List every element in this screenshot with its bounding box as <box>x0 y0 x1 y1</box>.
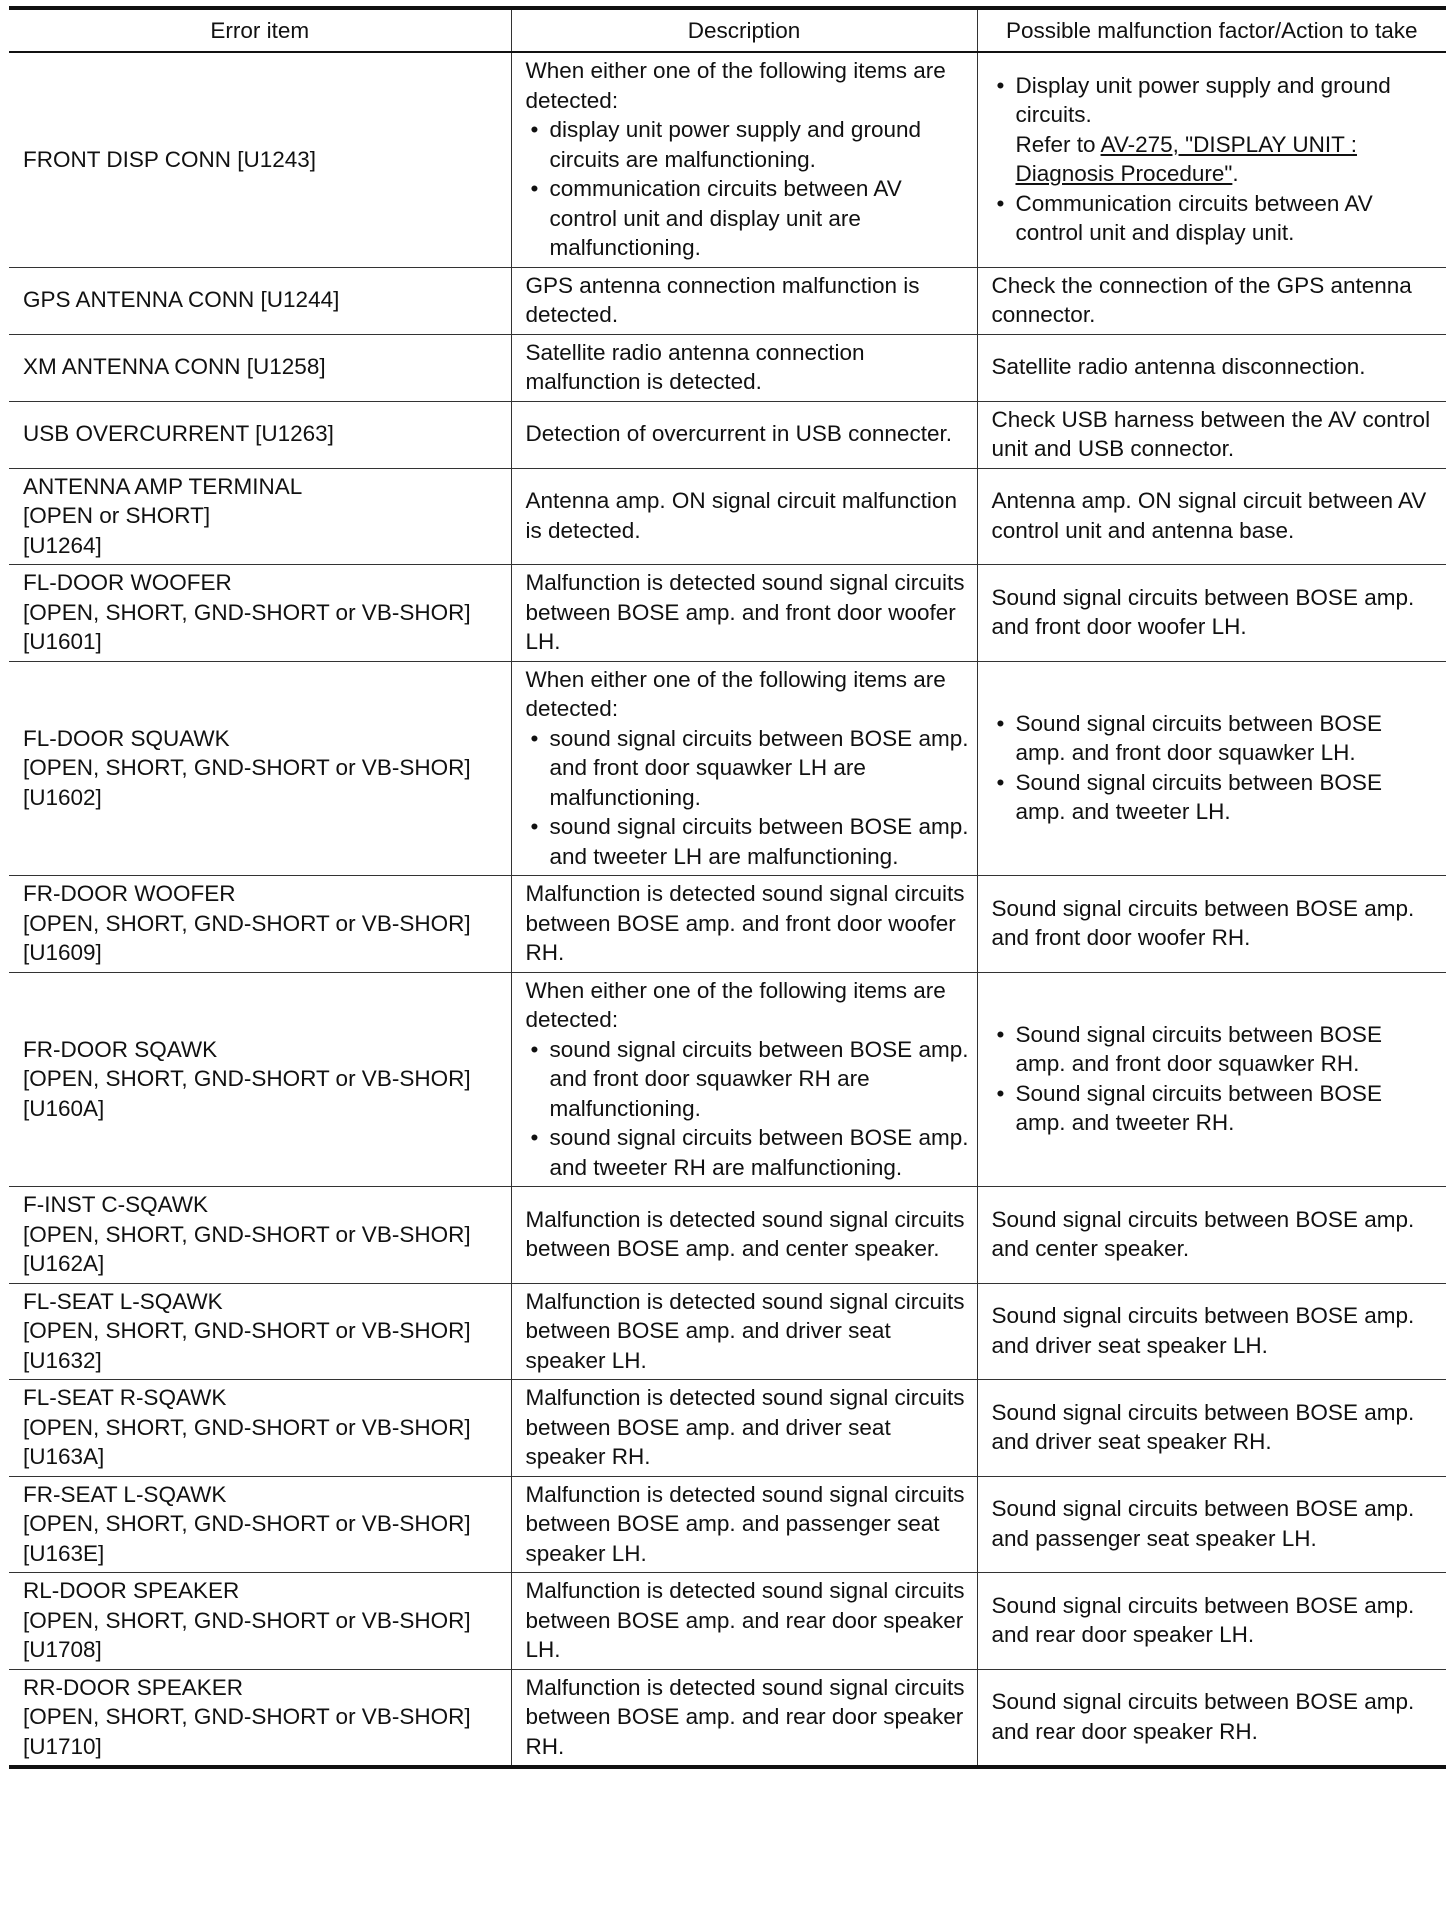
action-cell <box>977 1283 1446 1380</box>
description-cell <box>511 972 977 1187</box>
error-item-line: [U1609] <box>23 940 102 965</box>
description-cell <box>511 1187 977 1284</box>
description-text: Malfunction is detected sound signal circuits between BOSE amp. and front door woofer RH. <box>525 881 965 965</box>
reference-prefix: Refer to <box>1015 131 1101 157</box>
description-text: Satellite radio antenna connection malfunction is detected. <box>525 339 865 394</box>
description-bullet: • sound signal circuits between BOSE amp. and tweeter LH are malfunctioning. <box>526 812 969 871</box>
error-item-line: FL-SEAT L-SQAWK <box>23 1288 223 1314</box>
error-item-cell <box>9 52 511 267</box>
action-text: Sound signal circuits between BOSE amp. and front door woofer RH. <box>991 895 1415 951</box>
description-cell <box>511 1380 977 1477</box>
action-cell <box>977 52 1446 267</box>
error-item-line: RR-DOOR SPEAKER <box>23 1674 244 1700</box>
action-cell <box>977 661 1446 876</box>
action-bullet <box>992 1079 1439 1138</box>
error-item-line: [OPEN or SHORT] <box>23 503 211 528</box>
action-cell <box>977 876 1446 973</box>
error-item-cell <box>9 1283 511 1380</box>
action-cell <box>977 334 1446 401</box>
error-item-cell <box>9 334 511 401</box>
table-row <box>9 1187 1446 1284</box>
error-item-line: [U1708] <box>23 1637 102 1662</box>
description-intro: When either one of the following items are detected: <box>525 58 946 113</box>
action-cell <box>977 401 1446 468</box>
action-bullet-text: Sound signal circuits between BOSE amp. and front door squawker RH. <box>1015 1021 1382 1077</box>
reference-suffix: . <box>1232 161 1239 187</box>
error-item-line: [U163E] <box>23 1540 105 1566</box>
action-text: Sound signal circuits between BOSE amp. and driver seat speaker LH. <box>991 1303 1415 1358</box>
error-item-line: [OPEN, SHORT, GND-SHORT or VB-SHOR] <box>23 755 471 780</box>
table-row <box>9 876 1446 973</box>
error-item-cell <box>9 661 511 876</box>
reference-line <box>1016 130 1439 189</box>
error-item-line: FL-SEAT R-SQAWK <box>23 1385 227 1410</box>
table-row <box>9 334 1446 401</box>
table-row <box>9 1283 1446 1380</box>
action-text: Check the connection of the GPS antenna connector. <box>991 272 1412 327</box>
error-item-line: FR-DOOR WOOFER <box>23 881 236 906</box>
description-cell <box>511 661 977 876</box>
error-item-line: XM ANTENNA CONN [U1258] <box>23 354 326 380</box>
error-item-cell <box>9 1573 511 1670</box>
error-item-line: [OPEN, SHORT, GND-SHORT or VB-SHOR] <box>23 1704 471 1729</box>
description-intro: When either one of the following items are detected: <box>525 666 946 721</box>
error-item-line: [OPEN, SHORT, GND-SHORT or VB-SHOR] <box>23 1221 471 1247</box>
error-item-line: GPS ANTENNA CONN [U1244] <box>23 287 340 313</box>
table-row <box>9 1380 1446 1477</box>
header-error-item: Error item <box>9 8 511 52</box>
error-item-line: [OPEN, SHORT, GND-SHORT or VB-SHOR] <box>23 599 471 625</box>
error-item-line: FR-DOOR SQAWK <box>23 1036 218 1062</box>
description-text: GPS antenna connection malfunction is detected. <box>525 272 920 327</box>
description-bullet-list <box>526 115 969 263</box>
description-cell <box>511 401 977 468</box>
description-bullet: • sound signal circuits between BOSE amp. and tweeter RH are malfunctioning. <box>526 1123 969 1182</box>
action-text: Sound signal circuits between BOSE amp. and center speaker. <box>991 1206 1415 1262</box>
header-action: Possible malfunction factor/Action to take <box>977 8 1446 52</box>
action-bullet <box>992 71 1439 189</box>
table-row <box>9 1669 1446 1767</box>
table-header-row <box>9 8 1446 52</box>
error-item-cell <box>9 1669 511 1767</box>
table-row <box>9 52 1446 267</box>
description-bullet: • sound signal circuits between BOSE amp. and front door squawker LH are malfunctioning. <box>526 724 969 813</box>
action-cell <box>977 972 1446 1187</box>
description-text: Malfunction is detected sound signal circuits between BOSE amp. and driver seat speaker RH. <box>525 1385 965 1469</box>
table-body <box>9 52 1446 1767</box>
action-bullet-list <box>992 1020 1439 1138</box>
error-item-line: [OPEN, SHORT, GND-SHORT or VB-SHOR] <box>23 1414 471 1440</box>
table-row <box>9 565 1446 662</box>
description-text: Malfunction is detected sound signal circuits between BOSE amp. and rear door speaker LH. <box>525 1578 965 1662</box>
description-intro: When either one of the following items are detected: <box>525 977 946 1032</box>
description-cell <box>511 334 977 401</box>
table-row <box>9 972 1446 1187</box>
error-item-line: [U1601] <box>23 629 102 654</box>
table-row <box>9 468 1446 565</box>
action-cell <box>977 468 1446 565</box>
reference-link[interactable]: AV-275, "DISPLAY UNIT : Diagnosis Procedure" <box>1015 131 1357 187</box>
table-row <box>9 1476 1446 1573</box>
action-cell <box>977 1669 1446 1767</box>
error-item-cell <box>9 1187 511 1284</box>
action-cell <box>977 1573 1446 1670</box>
error-item-line: ANTENNA AMP TERMINAL <box>23 473 303 499</box>
error-item-line: [U163A] <box>23 1444 105 1469</box>
error-item-line: RL-DOOR SPEAKER <box>23 1578 240 1603</box>
description-text: Malfunction is detected sound signal circuits between BOSE amp. and rear door speaker RH. <box>525 1674 965 1759</box>
error-item-cell <box>9 468 511 565</box>
action-text: Sound signal circuits between BOSE amp. and passenger seat speaker LH. <box>991 1496 1415 1551</box>
action-text: Sound signal circuits between BOSE amp. and rear door speaker RH. <box>991 1689 1415 1744</box>
error-item-line: [U1602] <box>23 784 102 810</box>
description-cell <box>511 1283 977 1380</box>
action-bullet-text: Sound signal circuits between BOSE amp. and tweeter LH. <box>1015 769 1382 825</box>
error-item-table-wrapper <box>9 6 1446 1769</box>
action-bullet-text: Display unit power supply and ground circuits. <box>1015 72 1391 128</box>
error-item-line: [U1632] <box>23 1347 102 1373</box>
error-item-line: [U1264] <box>23 532 102 558</box>
error-item-line: [OPEN, SHORT, GND-SHORT or VB-SHOR] <box>23 1607 471 1633</box>
error-item-line: FR-SEAT L-SQAWK <box>23 1481 227 1507</box>
action-cell <box>977 1380 1446 1477</box>
error-item-cell <box>9 565 511 662</box>
error-item-line: FL-DOOR WOOFER <box>23 570 232 595</box>
table-row <box>9 267 1446 334</box>
table-row <box>9 1573 1446 1670</box>
action-bullet-text: Communication circuits between AV control unit and display unit. <box>1015 190 1373 246</box>
description-cell <box>511 565 977 662</box>
action-bullet <box>992 709 1439 768</box>
error-item-line: [U160A] <box>23 1095 105 1121</box>
error-item-cell <box>9 972 511 1187</box>
description-text: Detection of overcurrent in USB connecter. <box>525 421 952 447</box>
error-item-cell <box>9 267 511 334</box>
header-description: Description <box>511 8 977 52</box>
description-text: Malfunction is detected sound signal circuits between BOSE amp. and passenger seat speaker LH. <box>525 1481 965 1566</box>
description-cell <box>511 876 977 973</box>
error-item-line: [OPEN, SHORT, GND-SHORT or VB-SHOR] <box>23 1511 471 1536</box>
description-cell <box>511 1476 977 1573</box>
description-bullet: • sound signal circuits between BOSE amp. and front door squawker RH are malfunctioning. <box>526 1035 969 1124</box>
error-item-cell <box>9 876 511 973</box>
error-item-line: USB OVERCURRENT [U1263] <box>23 421 334 447</box>
description-cell <box>511 52 977 267</box>
error-item-cell <box>9 401 511 468</box>
action-bullet-text: Sound signal circuits between BOSE amp. and tweeter RH. <box>1015 1080 1382 1136</box>
action-bullet-text: Sound signal circuits between BOSE amp. and front door squawker LH. <box>1015 710 1382 766</box>
error-item-cell <box>9 1380 511 1477</box>
error-item-line: [U1710] <box>23 1733 102 1759</box>
error-item-line: FRONT DISP CONN [U1243] <box>23 146 316 172</box>
action-cell <box>977 565 1446 662</box>
error-item-line: F-INST C-SQAWK <box>23 1192 208 1217</box>
action-bullet <box>992 189 1439 248</box>
error-item-line: [OPEN, SHORT, GND-SHORT or VB-SHOR] <box>23 910 471 936</box>
description-cell <box>511 267 977 334</box>
error-item-table <box>9 6 1446 1769</box>
error-item-line: FL-DOOR SQUAWK <box>23 725 230 751</box>
action-text: Check USB harness between the AV control unit and USB connector. <box>991 406 1431 461</box>
error-item-line: [U162A] <box>23 1251 105 1276</box>
action-bullet-list <box>992 709 1439 827</box>
action-text: Sound signal circuits between BOSE amp. and rear door speaker LH. <box>991 1592 1415 1648</box>
action-text: Antenna amp. ON signal circuit between AV control unit and antenna base. <box>991 488 1427 543</box>
description-cell <box>511 1573 977 1670</box>
description-bullet: • display unit power supply and ground circuits are malfunctioning. <box>526 115 969 174</box>
description-text: Malfunction is detected sound signal circuits between BOSE amp. and driver seat speaker LH. <box>525 1288 965 1373</box>
description-cell <box>511 468 977 565</box>
table-row <box>9 661 1446 876</box>
error-item-line: [OPEN, SHORT, GND-SHORT or VB-SHOR] <box>23 1318 471 1343</box>
action-bullet <box>992 1020 1439 1079</box>
action-cell <box>977 1476 1446 1573</box>
description-text: Malfunction is detected sound signal circuits between BOSE amp. and front door woofer LH. <box>525 570 965 654</box>
error-item-cell <box>9 1476 511 1573</box>
description-bullet-list <box>526 1035 969 1183</box>
action-text: Satellite radio antenna disconnection. <box>991 354 1366 380</box>
action-bullet-list <box>992 71 1439 248</box>
action-text: Sound signal circuits between BOSE amp. and front door woofer LH. <box>991 584 1415 640</box>
action-text: Sound signal circuits between BOSE amp. and driver seat speaker RH. <box>991 1399 1415 1455</box>
error-item-line: [OPEN, SHORT, GND-SHORT or VB-SHOR] <box>23 1066 471 1091</box>
description-bullet: • communication circuits between AV control unit and display unit are malfunctioning. <box>526 174 969 263</box>
action-bullet <box>992 768 1439 827</box>
description-text: Antenna amp. ON signal circuit malfunction is detected. <box>525 488 957 543</box>
description-cell <box>511 1669 977 1767</box>
action-cell <box>977 267 1446 334</box>
table-row <box>9 401 1446 468</box>
action-cell <box>977 1187 1446 1284</box>
description-bullet-list <box>526 724 969 872</box>
description-text: Malfunction is detected sound signal circuits between BOSE amp. and center speaker. <box>525 1206 965 1262</box>
